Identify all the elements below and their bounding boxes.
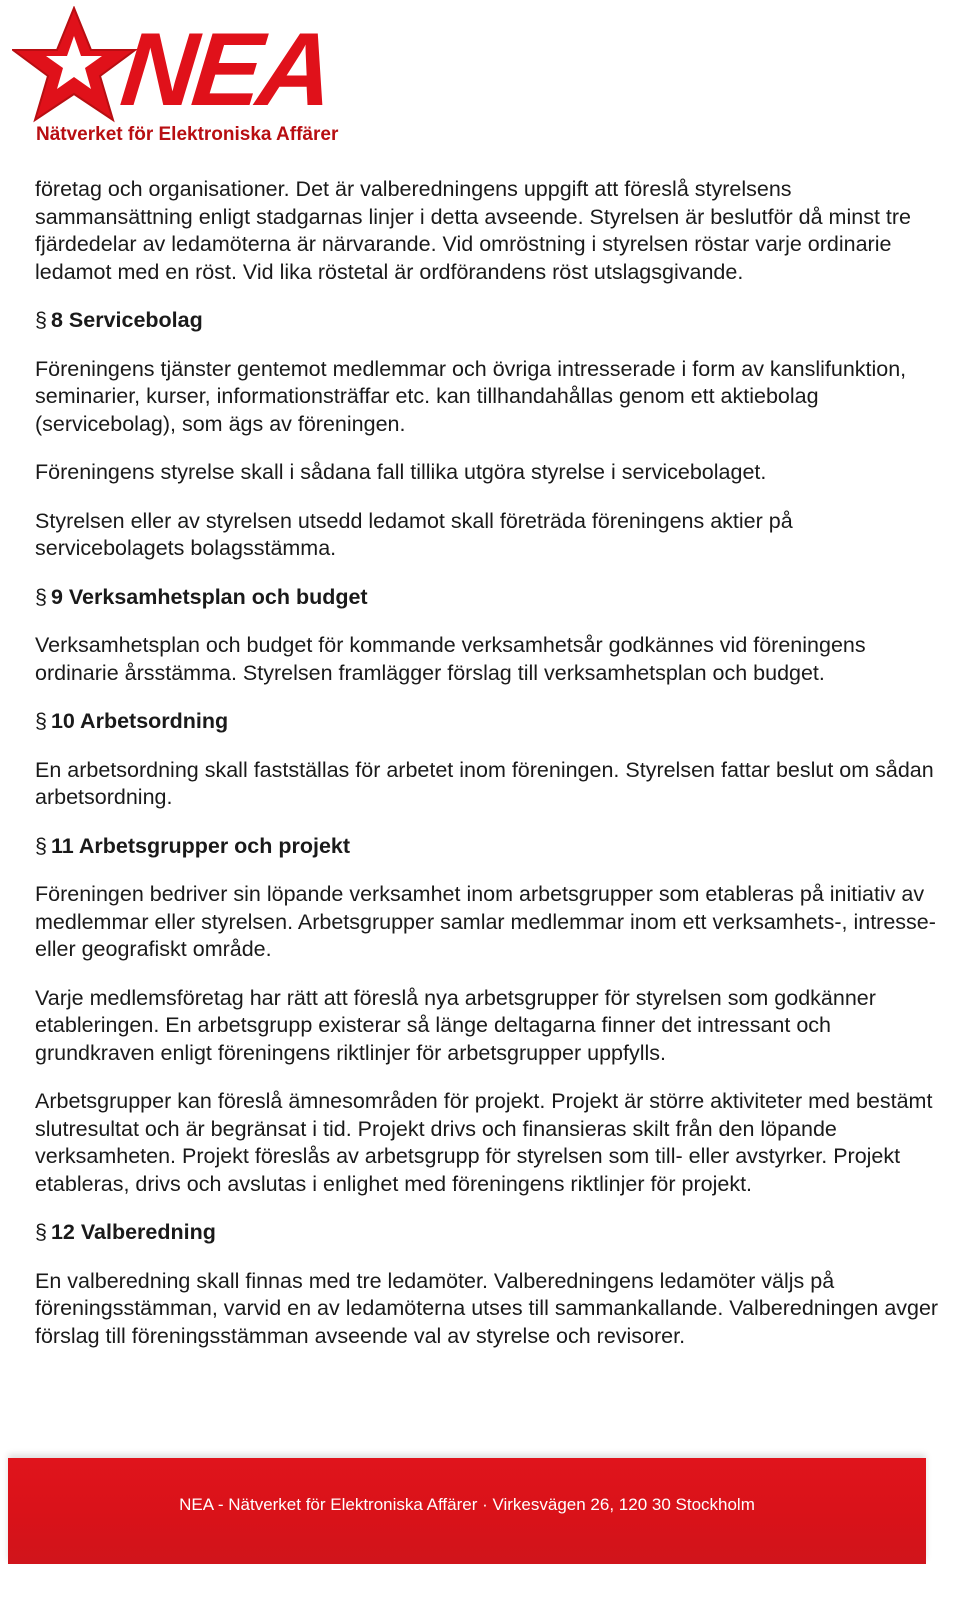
paragraph: Verksamhetsplan och budget för kommande verksamhetsår godkännes vid föreningens ordinarie årsstämma. Styrelsen framlägger förslag till verksamhetsplan och budget.: [35, 633, 866, 685]
nea-logo: [12, 6, 342, 146]
section-heading: [35, 584, 940, 612]
logo-wordmark: NEA: [115, 12, 336, 128]
section-11: [35, 833, 940, 1199]
paragraph: Föreningens tjänster gentemot medlemmar och övriga intresserade i form av kanslifunktion, seminarier, kurser, informationsträffar etc. kan tillhandahållas genom ett aktiebolag (servicebolag), som ägs av föreningen.: [35, 356, 907, 436]
section-heading: [35, 833, 940, 861]
paragraph: En arbetsordning skall fastställas för arbetet inom föreningen. Styrelsen fattar beslut om sådan arbetsordning.: [35, 757, 934, 809]
section-symbol: §: [35, 709, 47, 733]
section-heading: [35, 708, 940, 736]
section-title: 8 Servicebolag: [50, 308, 203, 332]
section-title: 11 Arbetsgrupper och projekt: [50, 833, 351, 858]
section-title: 12 Valberedning: [50, 1220, 216, 1244]
section-symbol: §: [35, 584, 47, 609]
section-title: 10 Arbetsordning: [50, 709, 229, 733]
document-body: [35, 176, 940, 1371]
section-8: [35, 307, 940, 563]
paragraph: Styrelsen eller av styrelsen utsedd ledamot skall företräda föreningens aktier på servicebolagets bolagsstämma.: [35, 508, 793, 560]
paragraph: Arbetsgrupper kan föreslå ämnesområden för projekt. Projekt är större aktiviteter med bestämt slutresultat och är begränsat i tid. Projekt drivs och finansieras skilt från den löpande verksamheten. Projekt föreslås av arbetsgrupp för styrelsen som till- eller avstyrker. Projekt etableras, drivs och avslutas i enlighet med föreningens riktlinjer för projekt.: [35, 1089, 933, 1196]
section-heading: [35, 307, 940, 335]
section-symbol: §: [35, 1220, 47, 1244]
paragraph: Föreningens styrelse skall i sådana fall tillika utgöra styrelse i servicebolaget.: [35, 460, 767, 484]
footer-address: NEA - Nätverket för Elektroniska Affärer · Virkesvägen 26, 120 30 Stockholm: [179, 1495, 755, 1514]
section-symbol: §: [35, 308, 47, 332]
intro-paragraph: företag och organisationer. Det är valberedningens uppgift att föreslå styrelsens sammansättning enligt stadgarnas linjer i detta avseende. Styrelsen är beslutför då minst tre fjärdedelar av ledamöterna är närvarande. Vid omröstning i styrelsen röstar varje ordinarie ledamot med en röst. Vid lika röstetal är ordförandens röst utslagsgivande.: [35, 177, 911, 284]
paragraph: En valberedning skall finnas med tre ledamöter. Valberedningens ledamöter väljs på föreningsstämman, varvid en av ledamöterna utses till sammankallande. Valberedningen avger förslag till föreningsstämman avseende val av styrelse och revisorer.: [35, 1268, 939, 1348]
footer-bar: [8, 1458, 926, 1564]
section-9: [35, 584, 940, 688]
section-10: [35, 708, 940, 812]
paragraph: Varje medlemsföretag har rätt att föreslå nya arbetsgrupper för styrelsen som godkänner etableringen. En arbetsgrupp existerar så länge deltagarna finner det intressant och grundkraven enligt föreningens riktlinjer för arbetsgrupper uppfylls.: [35, 985, 876, 1065]
paragraph: Föreningen bedriver sin löpande verksamhet inom arbetsgrupper som etableras på initiativ av medlemmar eller styrelsen. Arbetsgrupper samlar medlemmar inom ett verksamhets-, intresse- eller geografiskt område.: [35, 882, 936, 961]
section-symbol: §: [35, 833, 47, 858]
logo-subtitle: Nätverket för Elektroniska Affärer: [36, 124, 339, 145]
section-heading: [35, 1219, 940, 1247]
section-title: 9 Verksamhetsplan och budget: [50, 584, 368, 609]
section-12: [35, 1219, 940, 1350]
